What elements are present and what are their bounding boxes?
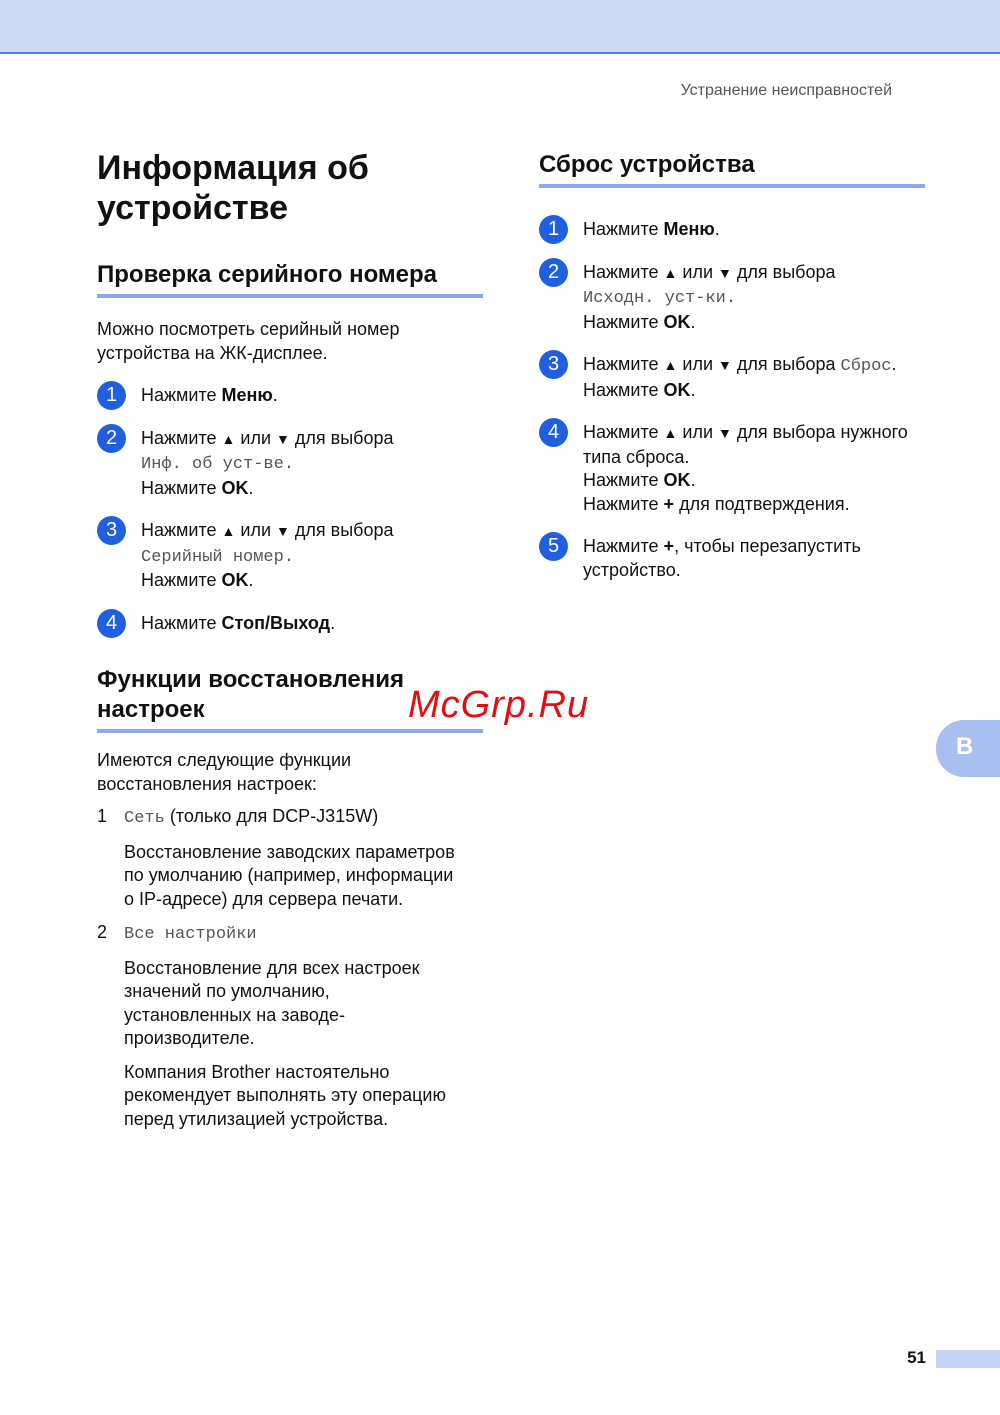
item-suffix: (только для DCP-J315W) <box>164 806 379 826</box>
step-text: Нажмите <box>583 536 664 556</box>
desc-line: производителе. <box>124 1028 255 1048</box>
device-reset-title: Сброс устройства <box>539 150 925 188</box>
step-text: для выбора <box>289 427 394 448</box>
step-text: Нажмите <box>141 570 222 590</box>
desc-line: значений по умолчанию, <box>124 981 330 1001</box>
step-number-badge: 2 <box>539 258 568 287</box>
step-text: Нажмите <box>583 493 664 514</box>
ok-key: OK <box>221 570 249 590</box>
up-arrow-icon: ▲ <box>663 264 678 281</box>
item-description <box>124 957 487 1051</box>
step-text: Нажмите <box>583 261 664 282</box>
step-text: Нажмите <box>141 612 222 633</box>
page-number: 51 <box>907 1348 926 1367</box>
running-header: Устранение неисправностей <box>680 82 892 99</box>
reset-steps <box>539 218 934 582</box>
lcd-option: Серийный номер. <box>141 547 295 567</box>
reset-step-2 <box>539 261 934 335</box>
step-text: Нажмите <box>583 470 664 490</box>
reset-step-3 <box>539 353 934 402</box>
step-text: для выбора нужного <box>731 422 908 442</box>
lcd-option: Сброс <box>840 357 892 376</box>
step-text: Нажмите <box>141 520 222 540</box>
step-number-badge: 2 <box>97 424 126 453</box>
desc-line: установленных на заводе- <box>124 1004 345 1025</box>
reset-functions-title-line1: Функции восстановления <box>97 666 404 693</box>
step-text: Нажмите <box>141 477 222 498</box>
down-arrow-icon: ▼ <box>276 523 290 539</box>
step-text: устройство. <box>583 559 681 580</box>
list-number: 1 <box>97 806 108 826</box>
step-text-end: , чтобы перезапустить <box>674 536 861 556</box>
step-text-end: . <box>690 311 696 332</box>
step-text: или <box>235 427 277 448</box>
ok-key: OK <box>663 470 691 490</box>
step-text: или <box>677 354 719 374</box>
step-text-end: . <box>272 385 278 405</box>
step-text: Нажмите <box>583 311 664 332</box>
step-number-badge: 3 <box>97 516 126 545</box>
chapter-title <box>97 148 487 228</box>
serial-section-title: Проверка серийного номера <box>97 260 483 298</box>
down-arrow-icon: ▼ <box>718 264 732 281</box>
step-text-end: . <box>330 612 336 633</box>
up-arrow-icon: ▲ <box>221 430 236 447</box>
step-text-end: . <box>248 477 254 498</box>
reset-step-4 <box>539 421 934 516</box>
reset-functions-intro <box>97 749 487 796</box>
step-text-end: . <box>714 219 720 239</box>
serial-step-4 <box>97 612 487 636</box>
serial-intro-line2: устройства на ЖК-дисплее. <box>97 342 328 363</box>
chapter-title-line2: устройстве <box>97 189 288 227</box>
step-text: Нажмите <box>141 385 222 405</box>
step-text-end: . <box>690 470 696 490</box>
reset-item-all-settings <box>97 921 487 1131</box>
step-text: Нажмите <box>583 422 664 442</box>
desc-line: по умолчанию (например, информации <box>124 865 454 885</box>
step-text-end: . <box>248 570 254 590</box>
desc-line: Восстановление для всех настроек <box>124 957 420 978</box>
step-number-badge: 1 <box>539 215 568 244</box>
reset-step-1 <box>539 218 934 242</box>
note-line: рекомендует выполнять эту операцию <box>124 1085 446 1105</box>
chapter-side-tab: B <box>936 720 1000 777</box>
plus-key: + <box>663 536 675 556</box>
step-number-badge: 3 <box>539 350 568 379</box>
watermark: McGrp.Ru <box>408 684 590 726</box>
step-number-badge: 4 <box>539 418 568 447</box>
chapter-title-line1: Информация об <box>97 149 369 187</box>
desc-line: Восстановление заводских параметров <box>124 841 455 862</box>
right-column <box>539 150 934 582</box>
reset-item-network <box>97 805 487 911</box>
step-text-end: для подтверждения. <box>674 493 850 514</box>
serial-intro <box>97 318 487 365</box>
step-text: типа сброса. <box>583 446 690 467</box>
down-arrow-icon: ▼ <box>718 357 732 373</box>
step-text: или <box>677 261 719 282</box>
step-text: или <box>677 422 719 442</box>
step-text: или <box>235 520 277 540</box>
top-header-band <box>0 0 1000 54</box>
serial-steps <box>97 384 487 635</box>
step-number-badge: 4 <box>97 609 126 638</box>
serial-step-2 <box>97 427 487 501</box>
desc-line: о IP-адресе) для сервера печати. <box>124 888 404 909</box>
step-text: Нажмите <box>583 379 664 400</box>
up-arrow-icon: ▲ <box>663 425 678 441</box>
list-number: 2 <box>97 922 108 942</box>
left-column <box>97 148 487 1131</box>
step-number-badge: 5 <box>539 532 568 561</box>
step-text: Нажмите <box>141 427 222 448</box>
step-text-end: . <box>690 379 696 400</box>
step-text: для выбора <box>289 520 394 540</box>
reset-functions-title-line2: настроек <box>97 696 205 723</box>
serial-step-1 <box>97 384 487 408</box>
stop-exit-key: Стоп/Выход <box>221 612 331 633</box>
step-text: Нажмите <box>583 219 664 239</box>
reset-intro-line2: восстановления настроек: <box>97 773 317 794</box>
ok-key: OK <box>221 477 249 498</box>
menu-key: Меню <box>663 219 715 239</box>
step-text: для выбора <box>731 354 841 374</box>
reset-functions-list <box>97 805 487 1131</box>
item-description <box>124 841 487 912</box>
lcd-option: Все настройки <box>124 925 257 944</box>
reset-step-5 <box>539 535 934 582</box>
down-arrow-icon: ▼ <box>718 425 732 441</box>
up-arrow-icon: ▲ <box>221 523 236 539</box>
menu-key: Меню <box>221 385 273 405</box>
step-text: для выбора <box>731 261 836 282</box>
down-arrow-icon: ▼ <box>276 430 290 447</box>
serial-step-3 <box>97 519 487 593</box>
serial-intro-line1: Можно посмотреть серийный номер <box>97 319 400 339</box>
up-arrow-icon: ▲ <box>663 357 678 373</box>
footer-bar <box>936 1350 1000 1368</box>
ok-key: OK <box>663 379 691 400</box>
lcd-option: Исходн. уст-ки. <box>583 289 737 308</box>
lcd-option: Инф. об уст-ве. <box>141 455 295 474</box>
ok-key: OK <box>663 311 691 332</box>
plus-key: + <box>663 493 675 514</box>
item-note <box>124 1061 487 1132</box>
note-line: Компания Brother настоятельно <box>124 1061 390 1082</box>
lcd-option: Сеть <box>124 809 165 828</box>
step-number-badge: 1 <box>97 381 126 410</box>
step-text: Нажмите <box>583 354 664 374</box>
note-line: перед утилизацией устройства. <box>124 1108 389 1129</box>
step-text-end: . <box>891 354 897 374</box>
reset-intro-line1: Имеются следующие функции <box>97 750 352 770</box>
